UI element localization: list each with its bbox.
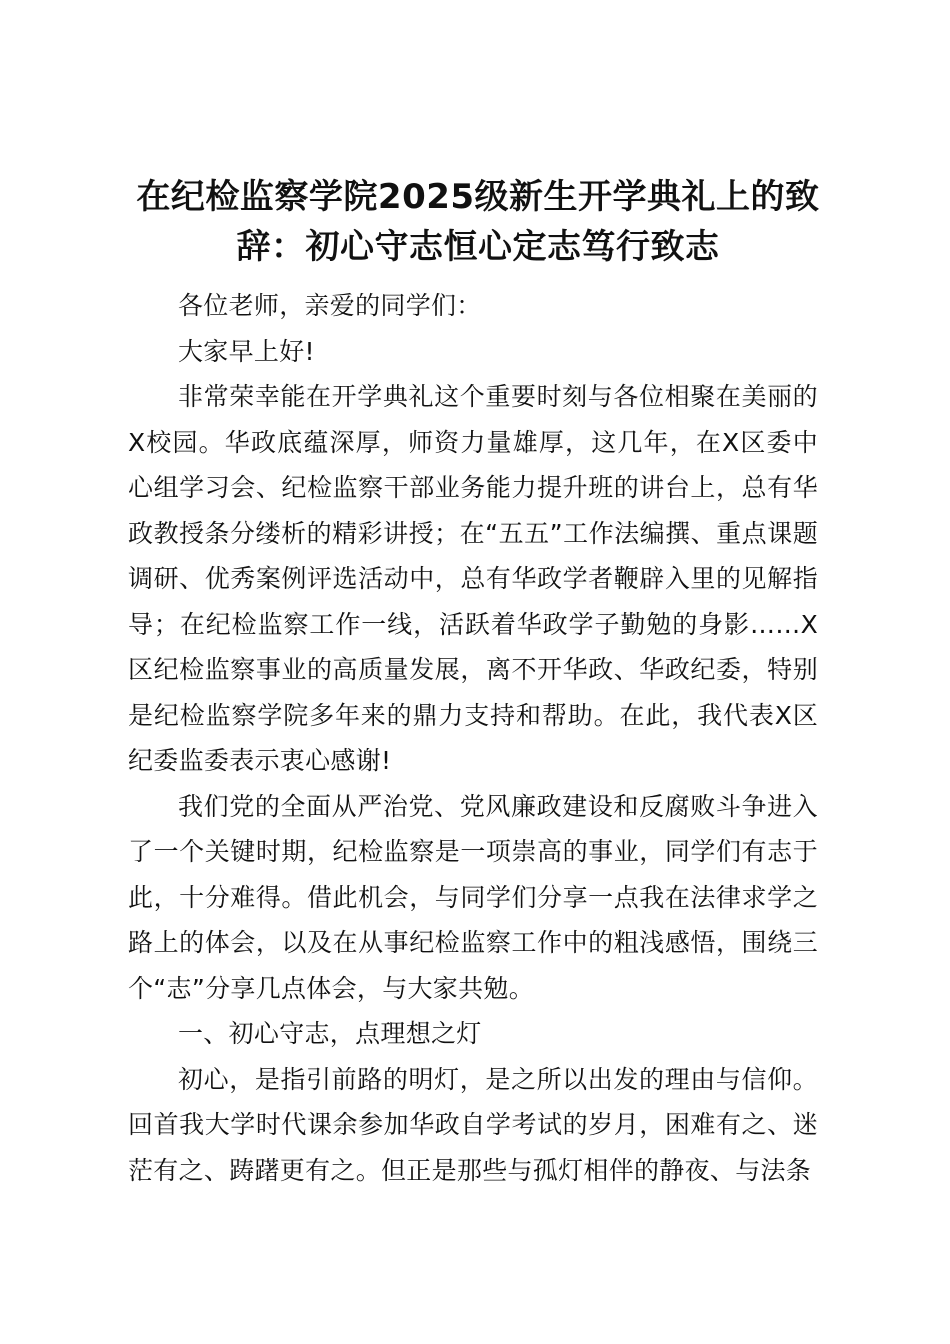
paragraph-introduction: 我们党的全面从严治党、党风廉政建设和反腐败斗争进入了一个关键时期，纪检监察是一项崇高的事业，同学们有志于此，十分难得。借此机会，与同学们分享一点我在法律求学之路上的体会，以及在从事纪检监察工作中的粗浅感悟，围绕三个“志”分享几点体会，与大家共勉。 xyxy=(128,791,818,1003)
paragraph-section-1: 初心，是指引前路的明灯，是之所以出发的理由与信仰。回首我大学时代课余参加华政自学考试的岁月，困难有之、迷茫有之、踌躇更有之。但正是那些与孤灯相伴的静夜、与法条 xyxy=(128,1064,818,1185)
document-title: 在纪检监察学院2025级新生开学典礼上的致辞：初心守志恒心定志笃行致志 xyxy=(136,177,820,267)
document-body xyxy=(128,283,818,1193)
paragraph-thanks: 非常荣幸能在开学典礼这个重要时刻与各位相聚在美丽的X校园。华政底蕴深厚，师资力量雄厚，这几年，在X区委中心组学习会、纪检监察干部业务能力提升班的讲台上，总有华政教授条分缕析的精彩讲授；在“五五”工作法编撰、重点课题调研、优秀案例评选活动中，总有华政学者鞭辟入里的见解指导；在纪检监察工作一线，活跃着华政学子勤勉的身影……X区纪检监察事业的高质量发展，离不开华政、华政纪委，特别是纪检监察学院多年来的鼎力支持和帮助。在此，我代表X区纪委监委表示衷心感谢! xyxy=(128,382,818,775)
greeting: 大家早上好! xyxy=(178,336,315,366)
section-heading-1: 一、初心守志，点理想之灯 xyxy=(178,1019,482,1048)
salutation: 各位老师，亲爱的同学们： xyxy=(178,291,482,320)
